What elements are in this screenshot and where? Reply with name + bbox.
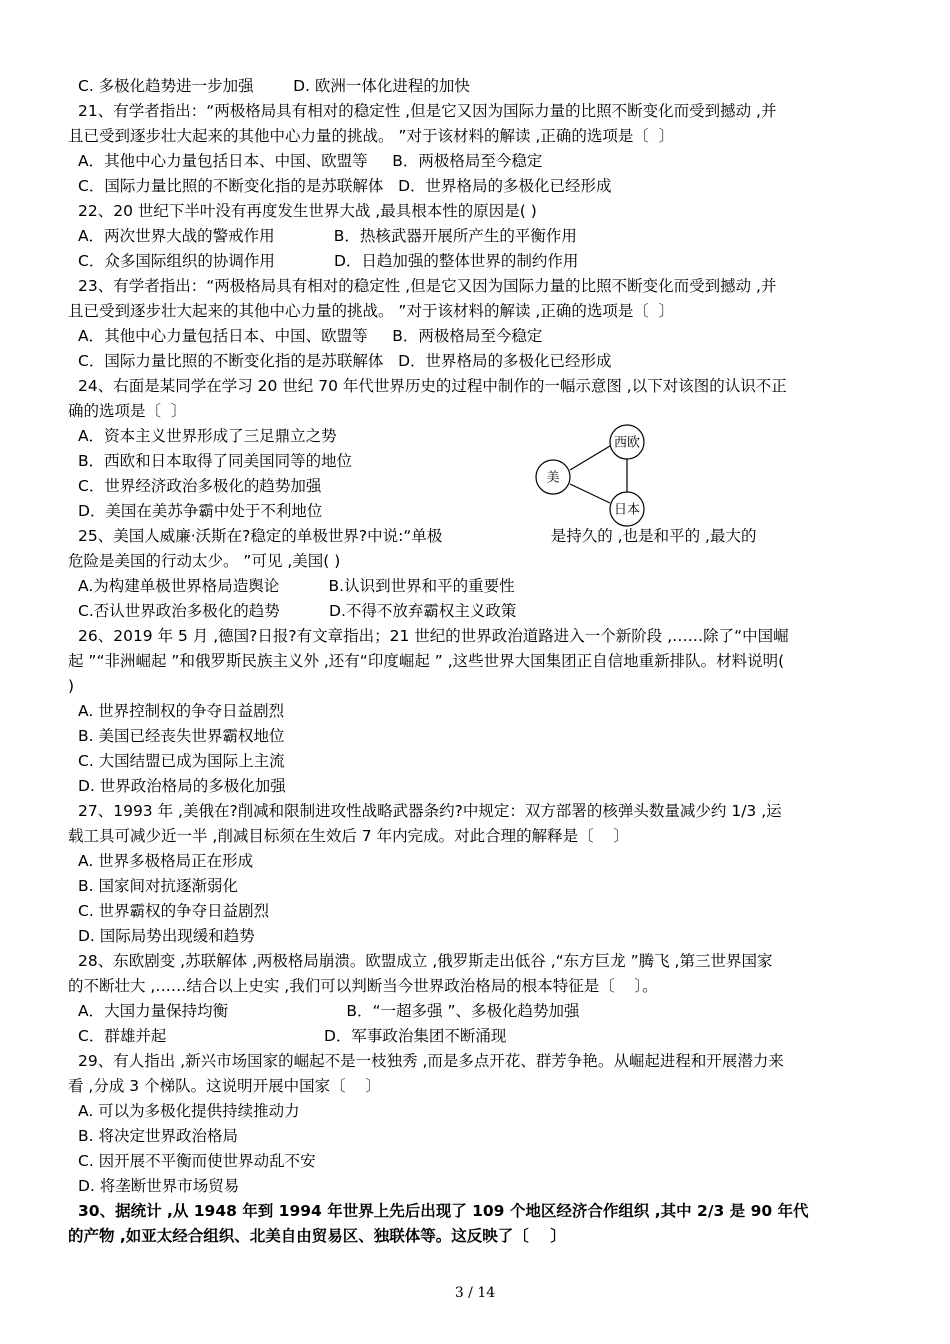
option-line: A. 世界控制权的争夺日益剧烈	[78, 702, 285, 720]
question-30: 30、据统计 ,从 1948 年到 1994 年世界上先后出现了 109 个地区经济合作组织 ,其中 2/3 是 90 年代	[78, 1202, 809, 1220]
question-23: 23、有学者指出：“两极格局具有相对的稳定性 ,但是它又因为国际力量的比照不断变化而受到撼动 ,并	[78, 277, 777, 295]
option-line: D．美国在美苏争霸中处于不利地位	[78, 502, 323, 520]
question-22: 22、20 世纪下半叶没有再度发生世界大战 ,最具根本性的原因是( )	[78, 202, 537, 220]
option-line: C．世界经济政治多极化的趋势加强	[78, 477, 322, 495]
option-line: A. 世界多极格局正在形成	[78, 852, 254, 870]
option-line: C．群雄并起 D．军事政治集团不断涌现	[78, 1027, 507, 1045]
option-line: A．大国力量保持均衡 B．“一超多强 ”、多极化趋势加强	[78, 1002, 580, 1020]
node-label: 日本	[613, 502, 641, 518]
question-29: 29、有人指出 ,新兴市场国家的崛起不是一枝独秀 ,而是多点开花、群芳争艳。从崛起进程和开展潜力来	[78, 1052, 784, 1070]
option-line: B．西欧和日本取得了同美国同等的地位	[78, 452, 353, 470]
option-line: A．其他中心力量包括日本、中国、欧盟等 B．两极格局至今稳定	[78, 327, 543, 345]
text-line: 且已受到逐步壮大起来的其他中心力量的挑战。 ”对于该材料的解读 ,正确的选项是〔 〕	[68, 127, 675, 145]
text-line: 的不断壮大 ,……结合以上史实 ,我们可以判断当今世界政治格局的根本特征是〔 〕。	[68, 977, 658, 995]
option-line: B. 国家间对抗逐渐弱化	[78, 877, 238, 895]
text-line: 确的选项是〔 〕	[68, 402, 187, 420]
text-line: 看 ,分成 3 个梯队。这说明开展中国家〔 〕	[68, 1077, 381, 1095]
option-line: D. 国际局势出现缓和趋势	[78, 927, 255, 945]
question-27: 27、1993 年 ,美俄在?削减和限制进攻性战略武器条约?中规定：双方部署的核弹头数量减少约 1/3 ,运	[78, 802, 782, 820]
option-line: D. 将垄断世界市场贸易	[78, 1177, 240, 1195]
option-line: C．众多国际组织的协调作用 D．日趋加强的整体世界的制约作用	[78, 252, 579, 270]
edge-line	[570, 484, 610, 503]
question-24: 24、右面是某同学在学习 20 世纪 70 年代世界历史的过程中制作的一幅示意图 ,以下对该图的认识不正	[78, 377, 787, 395]
question-25: 25、美国人威廉·沃斯在?稳定的单极世界?中说:“单极 是持久的 ,也是和平的 ,最大的	[78, 527, 757, 545]
option-line: C. 因开展不平衡而使世界动乱不安	[78, 1152, 316, 1170]
edge-line	[570, 443, 615, 470]
question-21: 21、有学者指出：“两极格局具有相对的稳定性 ,但是它又因为国际力量的比照不断变化而受到撼动 ,并	[78, 102, 777, 120]
text-line: 起 ”“非洲崛起 ”和俄罗斯民族主义外 ,还有“印度崛起 ” ,这些世界大国集团正自信地重新排队。材料说明(	[68, 652, 785, 670]
option-line: A．资本主义世界形成了三足鼎立之势	[78, 427, 337, 445]
text-line: 载工具可减少近一半 ,削减目标须在生效后 7 年内完成。对此合理的解释是〔 〕	[68, 827, 629, 845]
question-26: 26、2019 年 5 月 ,德国?日报?有文章指出；21 世纪的世界政治道路进入一个新阶段 ,……除了“中国崛	[78, 627, 789, 645]
option-line: D. 世界政治格局的多极化加强	[78, 777, 286, 795]
text-line: 的产物 ,如亚太经合组织、北美自由贸易区、独联体等。这反映了〔 〕	[68, 1227, 566, 1245]
question-28: 28、东欧剧变 ,苏联解体 ,两极格局崩溃。欧盟成立 ,俄罗斯走出低谷 ,“东方巨龙 ”腾飞 ,第三世界国家	[78, 952, 773, 970]
option-line: C. 世界霸权的争夺日益剧烈	[78, 902, 270, 920]
option-line: A．其他中心力量包括日本、中国、欧盟等 B．两极格局至今稳定	[78, 152, 543, 170]
text-line: )	[68, 677, 75, 695]
option-line: B. 将决定世界政治格局	[78, 1127, 238, 1145]
node-label: 西欧	[613, 435, 641, 451]
option-line: C．国际力量比照的不断变化指的是苏联解体 D．世界格局的多极化已经形成	[78, 177, 612, 195]
option-line: C．国际力量比照的不断变化指的是苏联解体 D．世界格局的多极化已经形成	[78, 352, 612, 370]
option-line: A．两次世界大战的警戒作用 B．热核武器开展所产生的平衡作用	[78, 227, 577, 245]
page-number: 3 / 14	[454, 1285, 496, 1301]
text-line: 且已受到逐步壮大起来的其他中心力量的挑战。 ”对于该材料的解读 ,正确的选项是〔 〕	[68, 302, 675, 320]
option-line: A.为构建单极世界格局造舆论 B.认识到世界和平的重要性	[78, 577, 515, 595]
text-line: 危险是美国的行动太少。 ”可见 ,美国( )	[68, 552, 341, 570]
option-line: A. 可以为多极化提供持续推动力	[78, 1102, 300, 1120]
option-line: C. 大国结盟已成为国际上主流	[78, 752, 285, 770]
node-label: 美	[546, 470, 560, 486]
option-line: C.否认世界政治多极化的趋势 D.不得不放弃霸权主义政策	[78, 602, 517, 620]
triangle-diagram	[525, 420, 655, 528]
option-line: B. 美国已经丧失世界霸权地位	[78, 727, 285, 745]
text-line: C. 多极化趋势进一步加强 D. 欧洲一体化进程的加快	[78, 77, 470, 95]
